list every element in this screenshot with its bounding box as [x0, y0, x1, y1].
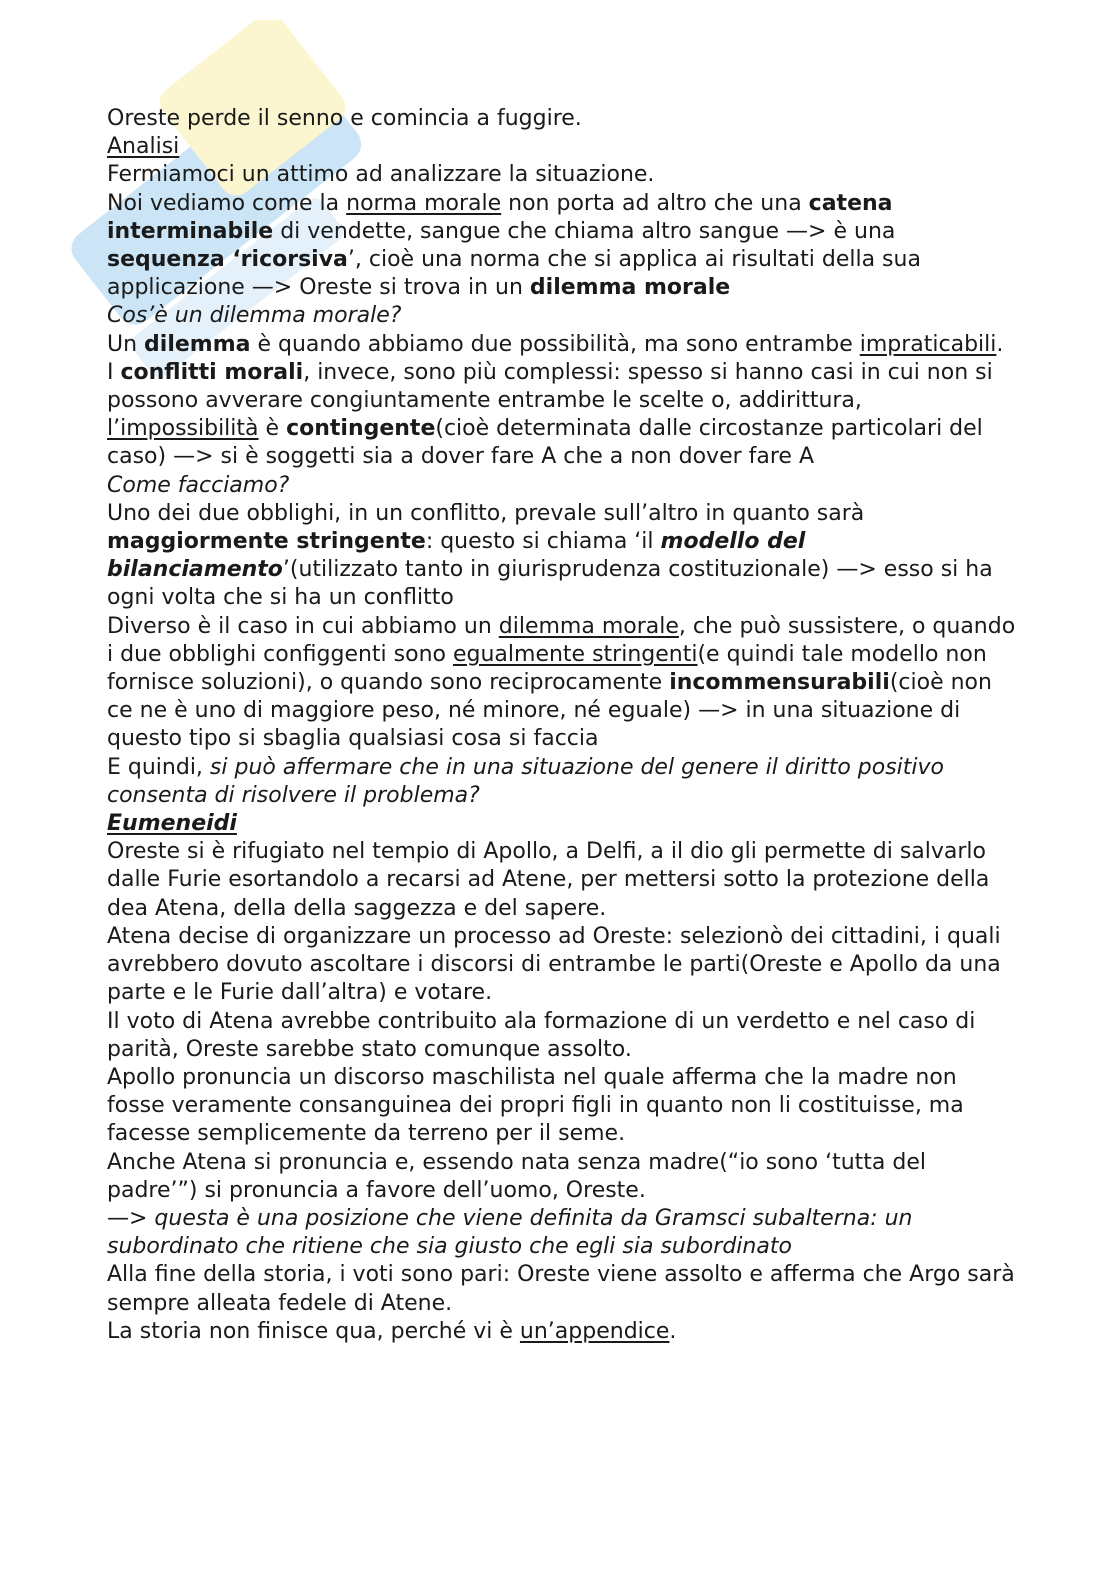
- paragraph-gramsci: —> questa è una posizione che viene definita da Gramsci subalterna: un subordinato che ritiene che sia giusto che egli sia subordinato: [107, 1205, 913, 1260]
- paragraph-voto: Il voto di Atena avrebbe contribuito ala formazione di un verdetto e nel caso di parità, Oreste sarebbe stato comunque assolto.: [107, 1008, 976, 1062]
- paragraph-diverso: Diverso è il caso in cui abbiamo un dilemma morale, che può sussistere, o quando i due obblighi configgenti sono egualmente stringenti(e quindi tale modello non fornisce soluzioni), o quando sono reciprocamente incommensurabili(cioè non ce ne è uno di maggiore peso, né minore, né eguale) —> in una situazione di questo tipo si sbaglia qualsiasi cosa si faccia: [107, 613, 1016, 752]
- heading-analisi: Analisi: [107, 134, 180, 160]
- paragraph-dilemma: Un dilemma è quando abbiamo due possibilità, ma sono entrambe impraticabili.: [107, 331, 1004, 357]
- paragraph-fine: Alla fine della storia, i voti sono pari: Oreste viene assolto e afferma che Argo sarà sempre alleata fedele di Atene.: [107, 1262, 1015, 1316]
- paragraph-delfi: Oreste si è rifugiato nel tempio di Apollo, a Delfi, a il dio gli permette di salvarlo dalle Furie esortandolo a recarsi ad Atene, per mettersi sotto la protezione della dea Atena, della della saggezza e del sapere.: [107, 839, 990, 921]
- question-dilemma: Cos’è un dilemma morale?: [107, 303, 402, 329]
- paragraph-conflitti: I conflitti morali, invece, sono più complessi: spesso si hanno casi in cui non si possono avverare congiuntamente entrambe le scelte o, addirittura, l’impossibilità è contingente(cioè determinata dalle circostanze particolari del caso) —> si è soggetti sia a dover fare A che a non dover fare A: [107, 359, 993, 470]
- question-come-facciamo: Come facciamo?: [107, 472, 290, 498]
- paragraph-apollo: Apollo pronuncia un discorso maschilista nel quale afferma che la madre non fosse veramente consanguinea dei propri figli in quanto non li costituisse, ma facesse semplicemente da terreno per il seme.: [107, 1064, 964, 1147]
- heading-eumeneidi: Eumeneidi: [107, 811, 237, 837]
- document-body: [107, 105, 1017, 1346]
- paragraph-atena: Anche Atena si pronuncia e, essendo nata senza madre(“io sono ‘tutta del padre’”) si pronuncia a favore dell’uomo, Oreste.: [107, 1149, 926, 1203]
- paragraph-fermiamoci: Fermiamoci un attimo ad analizzare la situazione.: [107, 162, 655, 188]
- paragraph-processo: Atena decise di organizzare un processo ad Oreste: selezionò dei cittadini, i quali avrebbero dovuto ascoltare i discorsi di entrambe le parti(Oreste e Apollo da una parte e le Furie dall’altra) e votare.: [107, 923, 1001, 1006]
- paragraph-intro: Oreste perde il senno e comincia a fuggire.: [107, 106, 582, 131]
- paragraph-diritto-positivo: E quindi, si può affermare che in una situazione del genere il diritto positivo consenta di risolvere il problema?: [107, 754, 944, 808]
- paragraph-appendice: La storia non finisce qua, perché vi è un’appendice.: [107, 1318, 677, 1344]
- paragraph-norma-morale: Noi vediamo come la norma morale non porta ad altro che una catena interminabile di vendette, sangue che chiama altro sangue —> è una sequenza ‘ricorsiva’, cioè una norma che si applica ai risultati della sua applicazione —> Oreste si trova in un dilemma morale: [107, 190, 921, 301]
- paragraph-bilanciamento: Uno dei due obblighi, in un conflitto, prevale sull’altro in quanto sarà maggiormente stringente: questo si chiama ‘il modello del bilanciamento’(utilizzato tanto in giurisprudenza costituzionale) —> esso si ha ogni volta che si ha un conflitto: [107, 500, 993, 611]
